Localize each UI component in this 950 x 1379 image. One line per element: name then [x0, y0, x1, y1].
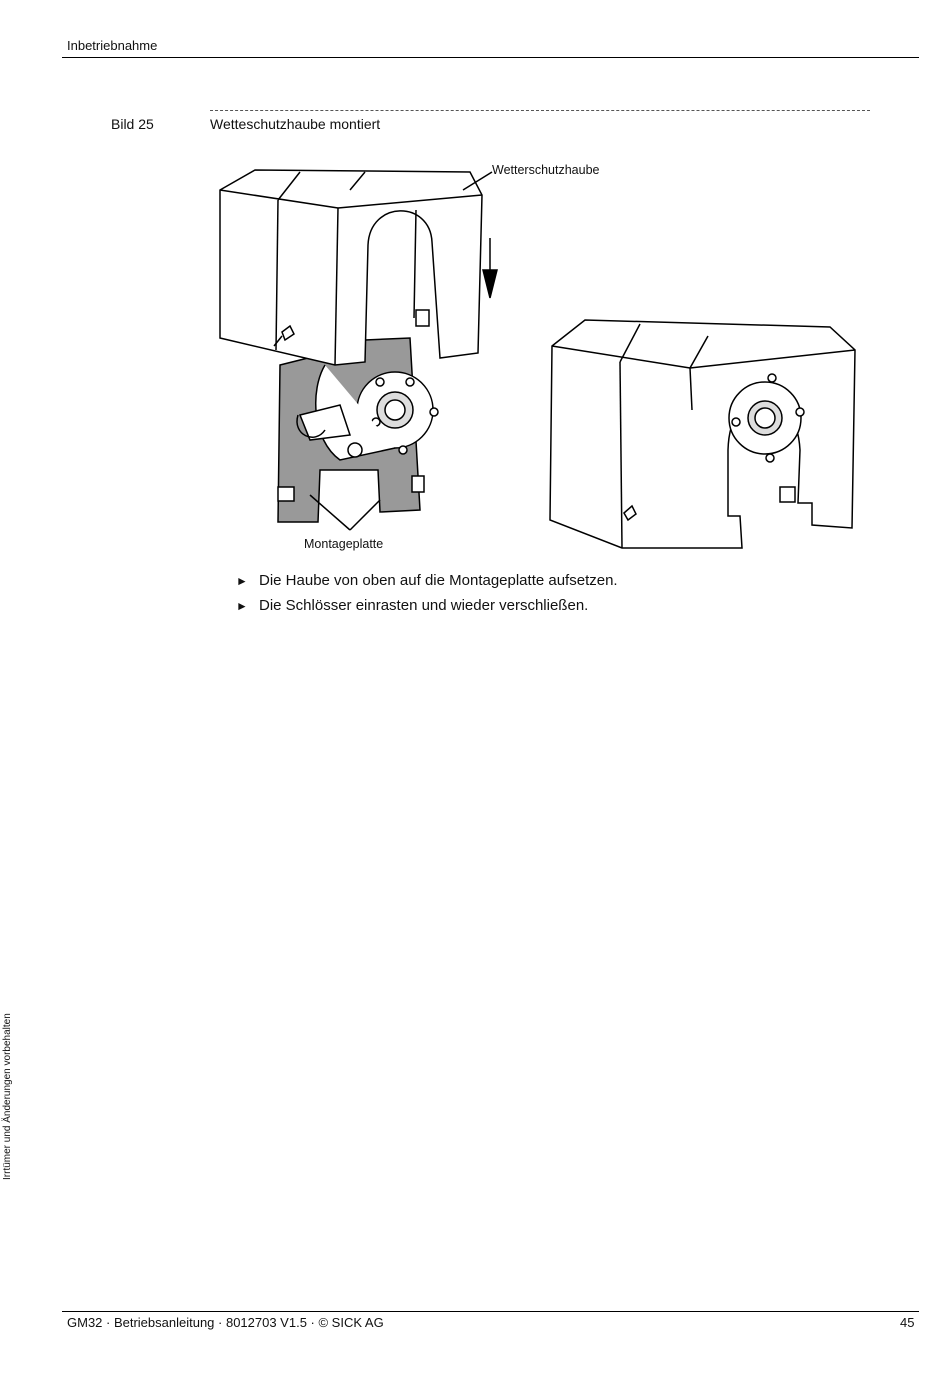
running-header: Inbetriebnahme	[67, 38, 158, 53]
step-text: Die Haube von oben auf die Montageplatte aufsetzen.	[259, 572, 618, 589]
page-number: 45	[900, 1315, 915, 1330]
figure-number: Bild 25	[111, 116, 154, 132]
step-text: Die Schlösser einrasten und wieder verschließen.	[259, 597, 589, 614]
plate-callout: Montageplatte	[304, 537, 384, 551]
hood-callout: Wetterschutzhaube	[492, 163, 600, 177]
figure-title: Wetteschutzhaube montiert	[210, 116, 381, 132]
bullet-arrow-icon: ►	[236, 599, 248, 613]
instruction-step	[236, 597, 588, 616]
hood-right	[550, 320, 855, 548]
instruction-step	[236, 572, 618, 591]
footer-rule	[62, 1311, 919, 1312]
footer-document-info: GM32 · Betriebsanleitung · 8012703 V1.5 · © SICK AG	[67, 1315, 384, 1330]
header-rule	[62, 57, 919, 58]
figure-separator	[210, 110, 870, 111]
hood-illustration	[200, 150, 870, 560]
disclaimer: Irrtümer und Änderungen vorbehalten	[2, 1013, 13, 1180]
bullet-arrow-icon: ►	[236, 574, 248, 588]
